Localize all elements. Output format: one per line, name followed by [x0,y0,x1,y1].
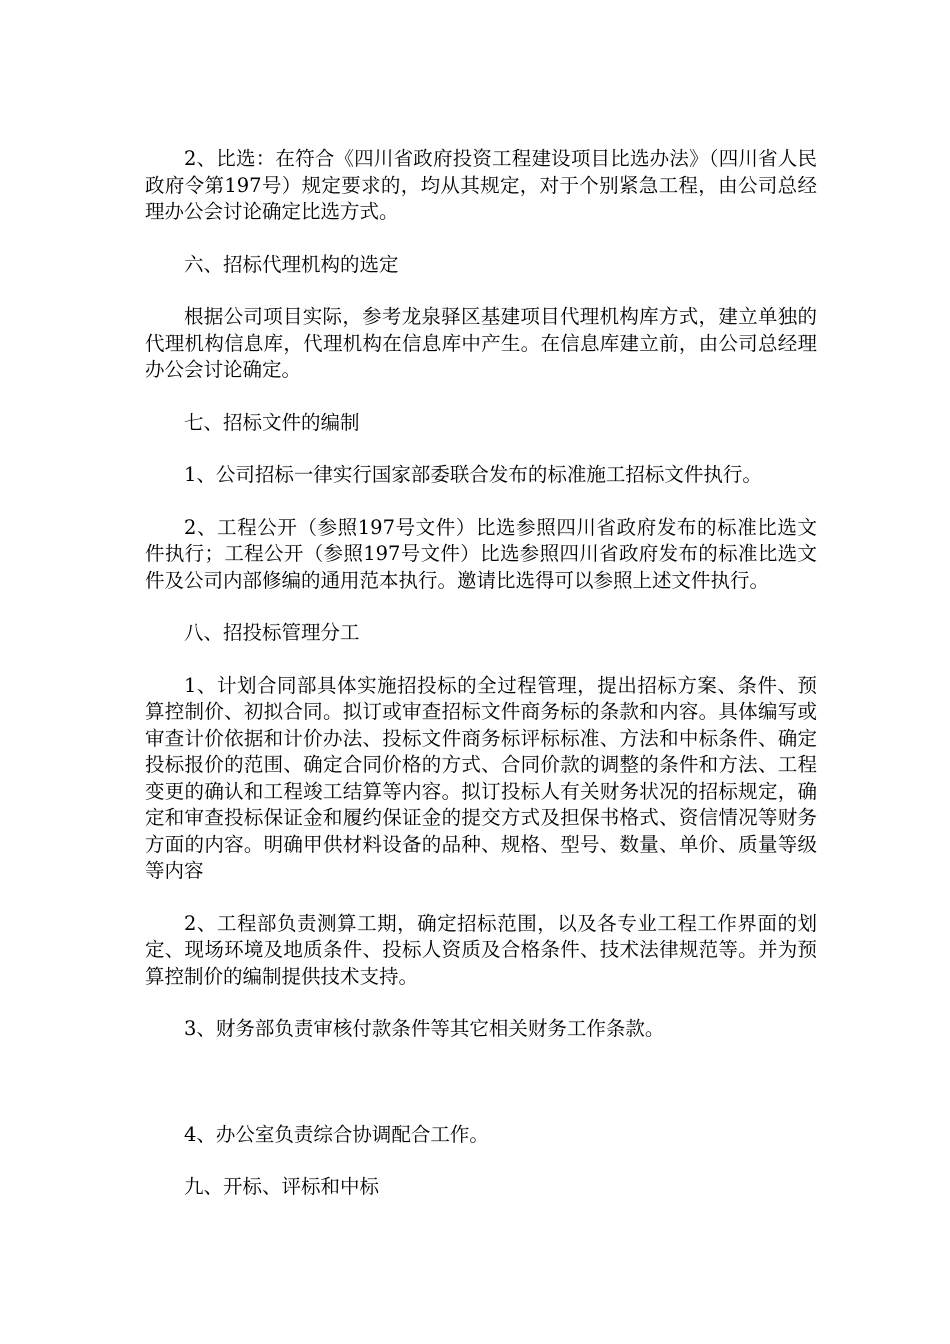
paragraph-gap [145,647,817,673]
paragraph-8-2: 2、工程部负责测算工期，确定招标范围，以及各专业工程工作界面的划定、现场环境及地质条件、投标人资质及合格条件、技术法律规范等。并为预算控制价的编制提供技术支持。 [145,911,817,988]
paragraph-gap [145,1148,817,1174]
paragraph-8-4: 4、办公室负责综合协调配合工作。 [184,1122,489,1146]
paragraph-8-3: 3、财务部负责审核付款条件等其它相关财务工作条款。 [184,1017,665,1040]
paragraph-gap [145,436,817,462]
paragraph-gap [145,885,817,911]
paragraph-7-1: 1、公司招标一律实行国家部委联合发布的标准施工招标文件执行。 [184,463,762,486]
paragraph-gap [145,594,817,620]
paragraph-agency-selection: 根据公司项目实际，参考龙泉驿区基建项目代理机构库方式，建立单独的代理机构信息库，代理机构在信息库中产生。在信息库建立前，由公司总经理办公会讨论确定。 [145,305,817,381]
document-body [145,146,817,1201]
paragraph-gap [145,278,817,304]
paragraph-8-1: 1、计划合同部具体实施招投标的全过程管理，提出招标方案、条件、预算控制价、初拟合同。拟订或审查招标文件商务标的条款和内容。具体编写或审查计价依据和计价办法、投标文件商务标评标标准、方法和中标条件、确定投标报价的范围、确定合同价格的方式、合同价款的调整的条件和方法、工程变更的确认和工程竣工结算等内容。拟订投标人有关财务状况的招标规定，确定和审查投标保证金和履约保证金的提交方式及担保书格式、资信情况等财务方面的内容。明确甲供材料设备的品种、规格、型号、数量、单价、质量等级等内容 [145,673,817,882]
paragraph-gap [145,384,817,410]
section-heading-9: 九、开标、评标和中标 [184,1175,380,1198]
section-heading-8: 八、招投标管理分工 [184,621,360,644]
paragraph-gap [145,489,817,515]
paragraph-gap [145,990,817,1016]
paragraph-gap [145,1043,817,1122]
paragraph-bixuan: 2、比选：在符合《四川省政府投资工程建设项目比选办法》（四川省人民政府令第197号）规定要求的，均从其规定，对于个别紧急工程，由公司总经理办公会讨论确定比选方式。 [145,147,817,223]
section-heading-7: 七、招标文件的编制 [184,410,360,434]
section-heading-6: 六、招标代理机构的选定 [184,252,399,276]
paragraph-7-2: 2、工程公开（参照197号文件）比选参照四川省政府发布的标准比选文件执行；工程公开（参照197号文件）比选参照四川省政府发布的标准比选文件及公司内部修编的通用范本执行。邀请比选得可以参照上述文件执行。 [145,515,817,592]
paragraph-gap [145,226,817,252]
